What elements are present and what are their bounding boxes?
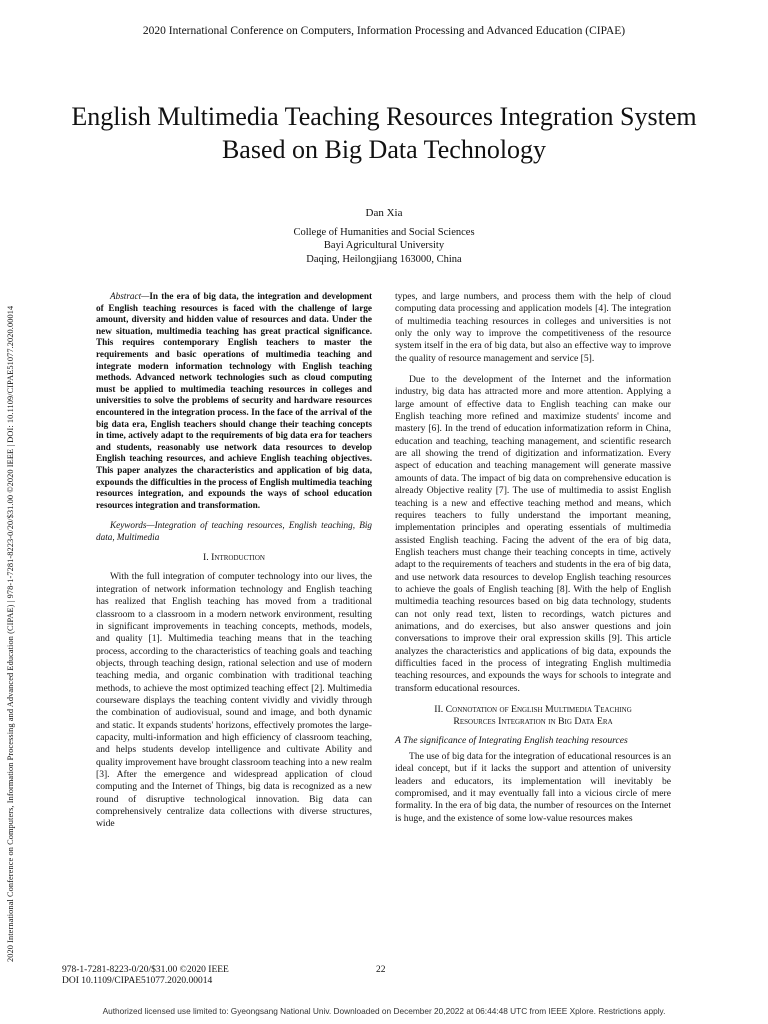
author-address: Daqing, Heilongjiang 163000, China	[306, 253, 462, 265]
footer-identifiers	[62, 965, 229, 987]
section-heading-introduction: I. Introduction	[203, 552, 265, 564]
left-column	[96, 291, 372, 831]
subsection-heading-significance: A The significance of Integrating English teaching resources	[395, 735, 628, 746]
section-heading-line-2: Resources Integration in Big Data Era	[453, 716, 613, 727]
section-heading-line-1: II. Connotation of English Multimedia Teaching	[434, 704, 632, 715]
author-university: Bayi Agricultural University	[323, 240, 445, 251]
author-affiliation: College of Humanities and Social Sciences	[293, 226, 475, 238]
footer-doi: DOI 10.1109/CIPAE51077.2020.00014	[62, 976, 213, 986]
side-identifier-strip: 2020 International Conference on Computers, Information Processing and Advanced Education (CIPAE) | 978-1-7281-8223-0/20/$31.00 ©2020 IEEE | DOI: 10.1109/CIPAE51077.2020.00014	[6, 305, 15, 962]
license-notice: Authorized licensed use limited to: Gyeongsang National Univ. Downloaded on December 20,2022 at 06:44:48 UTC from IEEE Xplore. Restrictions apply.	[102, 1006, 666, 1016]
abstract	[96, 291, 372, 511]
author-name: Dan Xia	[365, 207, 403, 219]
page-number: 22	[376, 965, 386, 975]
keywords: Keywords—Integration of teaching resources, English teaching, Big data, Multimedia	[96, 520, 372, 542]
footer-isbn: 978-1-7281-8223-0/20/$31.00 ©2020 IEEE	[62, 965, 229, 975]
abstract-text: In the era of big data, the integration and development of English teaching resources is faced with the challenge of large amount, diversity and hidden value of resources and data. Under the new situation, multimedia teaching has great practical significance. This requires contemporary English teachers to master the requirements and basic operations of multimedia teaching and integrate modern information technology with English teaching methods. Advanced network technologies such as cloud computing must be applied to multimedia teaching resources in colleges and universities to solve the problems of security and hardware resources encountered in the integration process. In the face of the arrival of the big data era, English teachers should change their teaching concepts in time, actively adapt to the requirements of big data era for teachers and students, reasonably use network data resources to develop English teaching resources, and achieve English teaching objectives. This paper analyzes the characteristics and application of big data, expounds the difficulties in the process of English multimedia teaching resources integration, and expounds the ways of school education resources integration and transformation.	[96, 291, 372, 510]
right-column	[395, 291, 671, 825]
abstract-lead: Abstract—	[110, 291, 150, 301]
author-block	[0, 207, 768, 266]
section-heading-connotation	[395, 704, 671, 728]
right-paragraph-1: types, and large numbers, and process them with the help of cloud computing data processing and application models [4]. The integration of multimedia teaching resources in colleges and universities is not only the only way to improve the competitiveness of the resource system itself in the era of big data, but also an effective way to improve the quality of resource management and service [5].	[395, 291, 671, 364]
conference-header: 2020 International Conference on Computers, Information Processing and Advanced Education (CIPAE)	[142, 25, 626, 37]
right-paragraph-2: Due to the development of the Internet and the information industry, big data has attracted more and more attention. Applying a large amount of effective data to English teaching can make our English teaching more refined and maximize students' income and mastery [6]. In the trend of education informatization reform in China, education and teaching, teaching management, and scientific research are all showing the trend of digitization and informatization. Every aspect of education and teaching management will generate massive amounts of data. The impact of big data on comprehensive education is already Objective reality [7]. The use of multimedia to assist English teaching is a new and effective teaching method and means, which requires teachers to fully understand the important meaning, implementation principles and operating essentials of multimedia assisted English teaching. Facing the advent of the era of big data, English teachers must change their teaching concepts in time, actively adapt to the requirements of teachers and students in the era of big data, and use network data resources to develop English teaching resources to achieve the goals of English teaching [8]. With the help of English multimedia teaching resources based on big data technology, students can not only read text, listen to recordings, watch pictures and animations, and do exercises, but also answer questions and join conversations to improve their oral expression skills [9]. This article analyzes the characteristics and applications of big data, expounds the difficulties faced in the process of integrating English multimedia teaching resources, and expounds the ways for schools to integrate and transform educational resources.	[395, 374, 671, 694]
paper-title: English Multimedia Teaching Resources Integration System Based on Big Data Technology	[71, 102, 697, 164]
intro-paragraph: With the full integration of computer technology into our lives, the integration of network information technology and English teaching has realized that English teaching has moved from a traditional classroom to a classroom in a modern network environment, resulting in significant improvements in teaching concepts, methods, models, and quality [1]. Multimedia teaching means that in the teaching process, according to the characteristics of teaching goals and teaching objects, through teaching design, rational selection and use of modern teaching media, and organic combination with traditional teaching methods, to achieve the most optimized teaching effect [2]. Multimedia courseware displays the teaching content vividly and vividly through the combination of audiovisual, sound and image, and both dynamic and static. It expands students' horizons, effectively promotes the large-capacity, multi-information and high efficiency of classroom teaching, and helps students develop intelligence and cultivate Ability and quality improvement have brought classroom teaching into a new realm [3]. After the emergence and widespread application of cloud computing and the Internet of Things, big data is recognized as a new round of disruptive technological innovation. Big data can comprehensively centralize data collections with diverse structures, wide	[96, 571, 372, 830]
subsection-paragraph: The use of big data for the integration of educational resources is an ideal concept, but if it lacks the support and attention of university leaders and educators, its implementation will inevitably be compromised, and it may eventually fall into a vicious circle of mere formality. In the era of big data, the number of resources on the Internet is huge, and the existence of some low-value resources makes	[395, 751, 671, 824]
